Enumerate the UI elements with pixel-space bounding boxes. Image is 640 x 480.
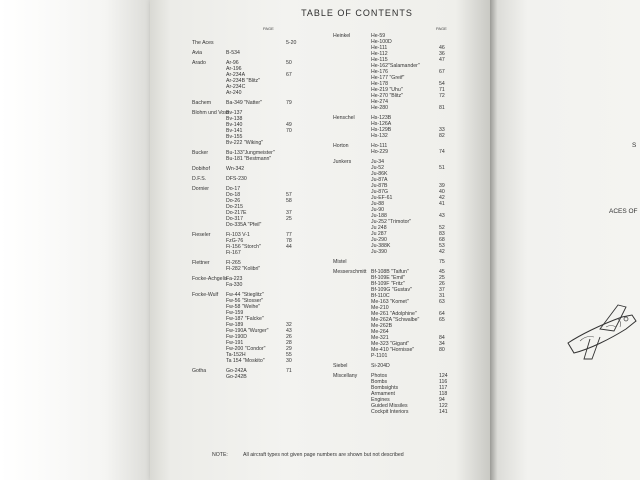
manufacturer-name: Blohm und Voss — [192, 110, 230, 116]
manufacturer-spacer — [192, 358, 226, 364]
model-name: Me-163 "Komet" — [371, 299, 409, 305]
page-number: 72 — [439, 93, 445, 99]
model-name: Me-262B — [371, 323, 393, 329]
model-name: DFS-230 — [226, 176, 247, 182]
model-name: He-176 — [371, 69, 389, 75]
page-number — [286, 156, 302, 162]
page-number — [286, 50, 302, 56]
manufacturer-spacer — [333, 149, 371, 155]
model-name: Fw-190A "Wurger" — [226, 328, 269, 334]
manufacturer-name: Dobihof — [192, 166, 210, 172]
model-name: Ar-234A — [226, 72, 246, 78]
manufacturer-spacer — [192, 90, 226, 96]
page-number: 94 — [439, 397, 445, 403]
model-name: He-112 — [371, 51, 388, 57]
contents-entry — [192, 50, 302, 56]
manufacturer-spacer — [333, 409, 371, 415]
model-name: Ar-196 — [226, 66, 242, 72]
model-name: Hs-126A — [371, 121, 392, 127]
page-number: 58 — [286, 198, 292, 204]
model-name: Fi-103 V-1 — [226, 232, 250, 238]
page-number: 40 — [439, 189, 445, 195]
model-name: Go-242A — [226, 368, 247, 374]
model-name: Ju-290 — [371, 237, 387, 243]
page-number — [286, 176, 302, 182]
facing-page-left — [0, 0, 150, 480]
page-title: TABLE OF CONTENTS — [301, 8, 413, 18]
page-number: 77 — [286, 232, 292, 238]
model-name: Fw-191 — [226, 340, 244, 346]
model-name: Bombsights — [371, 385, 399, 391]
page-number: 34 — [439, 341, 445, 347]
manufacturer-name: Siebel — [333, 363, 348, 369]
manufacturer-name: D.F.S. — [192, 176, 207, 182]
manufacturer-name: Bucker — [192, 150, 209, 156]
contents-entry — [333, 259, 455, 265]
page-number: 83 — [439, 231, 445, 237]
page-number: 42 — [439, 195, 445, 201]
manufacturer-group-heinkel — [333, 33, 455, 111]
model-name: He-177 "Greif" — [371, 75, 405, 81]
model-name: He-115 — [371, 57, 388, 63]
contents-entry — [192, 374, 302, 380]
left-page-header: PAGE — [263, 26, 274, 31]
model-name: Do-317 — [226, 216, 244, 222]
model-name: Ta 154 "Moskito" — [226, 358, 265, 364]
page-number — [286, 266, 302, 272]
model-name: He-178 — [371, 81, 389, 87]
manufacturer-group-fieseler — [192, 232, 302, 256]
model-name: Me-321 — [371, 335, 389, 341]
left-contents-column — [192, 40, 302, 384]
model-name: Bf-109G "Gustav" — [371, 287, 412, 293]
model-name: Hs-123B — [371, 115, 392, 121]
page-number: 78 — [286, 238, 292, 244]
manufacturer-group-dobihof — [192, 166, 302, 172]
contents-entry — [192, 166, 302, 172]
model-name: Ju-88 — [371, 201, 384, 207]
model-name — [226, 40, 286, 46]
page-number: 122 — [439, 403, 448, 409]
manufacturer-group-avia — [192, 50, 302, 56]
model-name: Ju-388K — [371, 243, 391, 249]
model-name: Ju-87A — [371, 177, 388, 183]
manufacturer-name: Heinkel — [333, 33, 351, 39]
page-number: 44 — [286, 244, 292, 250]
model-name: Me-261 "Adolphine" — [371, 311, 417, 317]
manufacturer-group-focke-achgelis — [192, 276, 302, 288]
manufacturer-name: Focke-Wulf — [192, 292, 219, 298]
model-name: Guided Missiles — [371, 403, 408, 409]
model-name: Bombs — [371, 379, 388, 385]
model-name: Ju-390 — [371, 249, 387, 255]
page-number: 30 — [286, 358, 292, 364]
page-number: 25 — [286, 216, 292, 222]
contents-entry — [192, 176, 302, 182]
right-page-caption: ACES OF — [609, 208, 638, 215]
manufacturer-spacer — [333, 105, 371, 111]
model-name: Do-26 — [226, 198, 241, 204]
contents-entry — [192, 40, 302, 46]
page-number: 79 — [286, 100, 292, 106]
contents-entry — [192, 222, 302, 228]
model-name: Bu-133"Jungmeister" — [226, 150, 275, 156]
page-number: 84 — [439, 335, 445, 341]
page-number — [286, 222, 302, 228]
manufacturer-name: Dornier — [192, 186, 210, 192]
manufacturer-spacer — [192, 250, 226, 256]
model-name: Bv-137 — [226, 110, 243, 116]
model-name: Ju-87B — [371, 183, 388, 189]
model-name: He-274 — [371, 99, 389, 105]
manufacturer-name: Arado — [192, 60, 206, 66]
model-name: Ju-252 "Trimotor" — [371, 219, 412, 225]
page-number: 25 — [439, 275, 445, 281]
page-number: 116 — [439, 379, 448, 385]
page-number: 50 — [286, 60, 292, 66]
manufacturer-group-blohm-und-voss — [192, 110, 302, 146]
model-name: He-162"Salamander" — [371, 63, 420, 69]
manufacturer-group-bucker — [192, 150, 302, 162]
page-number: 46 — [439, 45, 445, 51]
page-number: 71 — [439, 87, 445, 93]
manufacturer-group-arado — [192, 60, 302, 96]
model-name: Me-323 "Gigant" — [371, 341, 409, 347]
contents-entry — [333, 149, 455, 155]
page-number — [439, 363, 455, 369]
model-name: Fi-167 — [226, 250, 241, 256]
model-name: Ju-87G — [371, 189, 389, 195]
manufacturer-group-miscellany — [333, 373, 455, 415]
footnote — [212, 452, 512, 458]
page-number — [286, 282, 302, 288]
page-number: 49 — [286, 122, 292, 128]
page-number: 54 — [439, 81, 445, 87]
page-number — [439, 353, 455, 359]
model-name: Fa-223 — [226, 276, 243, 282]
manufacturer-group-dornier — [192, 186, 302, 228]
manufacturer-group-horton — [333, 143, 455, 155]
manufacturer-spacer — [192, 374, 226, 380]
page-number: 80 — [439, 347, 445, 353]
model-name: Fw-189 — [226, 322, 244, 328]
manufacturer-spacer — [333, 353, 371, 359]
model-name: Bv-141 — [226, 128, 243, 134]
model-name: Me-210 — [371, 305, 389, 311]
model-name: Fw-200 "Condor" — [226, 346, 266, 352]
model-name: Ju-EF-61 — [371, 195, 393, 201]
manufacturer-name: Miscellany — [333, 373, 358, 379]
model-name: Fl-282 "Kolibri" — [226, 266, 261, 272]
model-name: Bf-109F "Fritz" — [371, 281, 405, 287]
model-name: Bf-108B "Taifun" — [371, 269, 409, 275]
model-name: B-534 — [226, 50, 240, 56]
page-number: 36 — [439, 51, 445, 57]
page-number: 41 — [439, 201, 445, 207]
page-number: 71 — [286, 368, 292, 374]
model-name: Ar-234B "Blitz" — [226, 78, 260, 84]
manufacturer-name: Henschel — [333, 115, 355, 121]
page-number: 55 — [286, 352, 292, 358]
page-number: 26 — [286, 334, 292, 340]
manufacturer-name: Focke-Achgelis — [192, 276, 228, 282]
page-number: 5-20 — [286, 40, 297, 46]
model-name: He-270 "Blitz" — [371, 93, 403, 99]
page-number: 117 — [439, 385, 448, 391]
manufacturer-name: Gotha — [192, 368, 207, 374]
model-name: Ho-229 — [371, 149, 389, 155]
page-number: 32 — [286, 322, 292, 328]
page-number: 65 — [439, 317, 445, 323]
model-name: Engines — [371, 397, 390, 403]
page-number: 82 — [439, 133, 445, 139]
page-number: 67 — [439, 69, 445, 75]
page-number: 43 — [439, 213, 445, 219]
contents-entry — [192, 266, 302, 272]
contents-entry — [333, 409, 455, 415]
model-name: He-219 "Uhu" — [371, 87, 403, 93]
model-name: Si-204D — [371, 363, 390, 369]
manufacturer-group-flettner — [192, 260, 302, 272]
manufacturer-name: Flettner — [192, 260, 210, 266]
manufacturer-name: Junkers — [333, 159, 352, 165]
right-contents-column — [333, 33, 455, 419]
page-number: 39 — [439, 183, 445, 189]
page-number: 70 — [286, 128, 292, 134]
model-name: Ho-111 — [371, 143, 388, 149]
manufacturer-spacer — [192, 156, 226, 162]
manufacturer-group-siebel — [333, 363, 455, 369]
right-page-letter: S — [632, 142, 637, 149]
model-name: Ju-52 — [371, 165, 384, 171]
model-name: Ju-34 — [371, 159, 384, 165]
model-name: Fw-190D — [226, 334, 248, 340]
page-number: 75 — [439, 259, 445, 265]
page-number: 53 — [439, 243, 445, 249]
model-name: Ju-90 — [371, 207, 384, 213]
manufacturer-group-gotha — [192, 368, 302, 380]
page-number: 124 — [439, 373, 448, 379]
manufacturer-name: Horton — [333, 143, 349, 149]
model-name: Fl-265 — [226, 260, 241, 266]
page-number: 118 — [439, 391, 448, 397]
contents-entry — [333, 249, 455, 255]
manufacturer-group-the-aces — [192, 40, 302, 46]
aircraft-illustration — [560, 295, 640, 365]
manufacturer-group-bachem — [192, 100, 302, 106]
model-name: Bv-222 "Wiking" — [226, 140, 264, 146]
manufacturer-group-focke-wulf — [192, 292, 302, 364]
manufacturer-name: Avia — [192, 50, 202, 56]
page-number: 141 — [439, 409, 448, 415]
page-number: 81 — [439, 105, 445, 111]
page-number: 37 — [286, 210, 292, 216]
model-name: Do-335A "Pfeil" — [226, 222, 262, 228]
contents-entry — [333, 353, 455, 359]
model-name: Ju-188 — [371, 213, 387, 219]
model-name: FzG-76 — [226, 238, 244, 244]
page-number: 42 — [439, 249, 445, 255]
model-name: He-280 — [371, 105, 389, 111]
model-name: Do-215 — [226, 204, 244, 210]
page-number — [286, 140, 302, 146]
contents-entry — [192, 156, 302, 162]
model-name: Wn-342 — [226, 166, 245, 172]
model-name: Go-242B — [226, 374, 247, 380]
note-text: All aircraft types not given page numbers are shown but not described — [243, 452, 404, 458]
manufacturer-group-henschel — [333, 115, 455, 139]
manufacturer-name: Mistel — [333, 259, 347, 265]
page-number — [286, 374, 302, 380]
model-name: Bv-155 — [226, 134, 243, 140]
model-name: Fw-187 "Falcke" — [226, 316, 264, 322]
model-name: Bu-181 "Bestmann" — [226, 156, 272, 162]
model-name: Ar-96 — [226, 60, 239, 66]
model-name: Hs-129B — [371, 127, 392, 133]
model-name: Ju 287 — [371, 231, 387, 237]
model-name: Fi-156 "Storch" — [226, 244, 261, 250]
facing-page-right — [490, 0, 640, 480]
model-name: Do-217E — [226, 210, 247, 216]
page-number — [286, 90, 302, 96]
contents-entry — [192, 358, 302, 364]
page-number: 63 — [439, 299, 445, 305]
manufacturer-group-junkers — [333, 159, 455, 255]
model-name: Ju 248 — [371, 225, 387, 231]
manufacturer-spacer — [333, 249, 371, 255]
note-label: NOTE: — [212, 452, 228, 458]
model-name: Fw-58 "Weihe" — [226, 304, 261, 310]
contents-entry — [192, 250, 302, 256]
model-name: P-1101 — [371, 353, 388, 359]
model-name: Fw-159 — [226, 310, 244, 316]
manufacturer-group-mistel — [333, 259, 455, 265]
model-name: Bf-110C — [371, 293, 390, 299]
model-name: Fw-56 "Stosser" — [226, 298, 264, 304]
model-name: Bv-138 — [226, 116, 243, 122]
model-name: Ju-86K — [371, 171, 388, 177]
model-name: He-100D — [371, 39, 392, 45]
model-name — [371, 259, 439, 265]
manufacturer-name: Bachem — [192, 100, 212, 106]
model-name: Ar-240 — [226, 90, 242, 96]
manufacturer-group-d-f-s — [192, 176, 302, 182]
page-number: 64 — [439, 311, 445, 317]
page-number: 33 — [439, 127, 445, 133]
contents-entry — [333, 133, 455, 139]
model-name: Do-18 — [226, 192, 241, 198]
manufacturer-spacer — [192, 266, 226, 272]
model-name: Ta-152H — [226, 352, 246, 358]
page-number: 37 — [439, 287, 445, 293]
contents-entry — [333, 105, 455, 111]
page-number: 43 — [286, 328, 292, 334]
right-page-header: PAGE — [436, 26, 447, 31]
model-name: Ar-234C — [226, 84, 246, 90]
contents-entry — [192, 100, 302, 106]
contents-entry — [192, 282, 302, 288]
manufacturer-name: Fieseler — [192, 232, 211, 238]
manufacturer-name: The Aces — [192, 40, 214, 46]
manufacturer-group-messerschmitt — [333, 269, 455, 359]
model-name: Ba-349 "Natter" — [226, 100, 262, 106]
manufacturer-spacer — [192, 282, 226, 288]
contents-entry — [333, 363, 455, 369]
model-name: Bf-109E "Emil" — [371, 275, 405, 281]
page-number: 67 — [286, 72, 292, 78]
page-number: 28 — [286, 340, 292, 346]
page-number: 29 — [286, 346, 292, 352]
model-name: He-111 — [371, 45, 388, 51]
page-number: 57 — [286, 192, 292, 198]
page-number: 47 — [439, 57, 445, 63]
page-number: 45 — [439, 269, 445, 275]
model-name: Fw-44 "Stieglitz" — [226, 292, 264, 298]
contents-entry — [192, 90, 302, 96]
manufacturer-spacer — [192, 140, 226, 146]
model-name: Cockpit Interiors — [371, 409, 409, 415]
model-name: Me-410 "Hornisse" — [371, 347, 415, 353]
model-name: Do-17 — [226, 186, 241, 192]
page-number: 51 — [439, 165, 445, 171]
manufacturer-spacer — [333, 133, 371, 139]
page-number — [286, 250, 302, 256]
manufacturer-spacer — [192, 222, 226, 228]
contents-entry — [192, 140, 302, 146]
model-name: Photos — [371, 373, 388, 379]
page-number — [286, 166, 302, 172]
page-number: 31 — [439, 293, 445, 299]
model-name: Fa-330 — [226, 282, 243, 288]
manufacturer-name: Messerschmitt — [333, 269, 367, 275]
model-name: Me-264 — [371, 329, 389, 335]
model-name: Hs-132 — [371, 133, 388, 139]
model-name: Me-262A "Schwalbe" — [371, 317, 420, 323]
model-name: Armament — [371, 391, 395, 397]
model-name: He-59 — [371, 33, 386, 39]
page-number: 52 — [439, 225, 445, 231]
page-number: 26 — [439, 281, 445, 287]
page-number: 74 — [439, 149, 445, 155]
page-number: 68 — [439, 237, 445, 243]
model-name: Bv-140 — [226, 122, 243, 128]
